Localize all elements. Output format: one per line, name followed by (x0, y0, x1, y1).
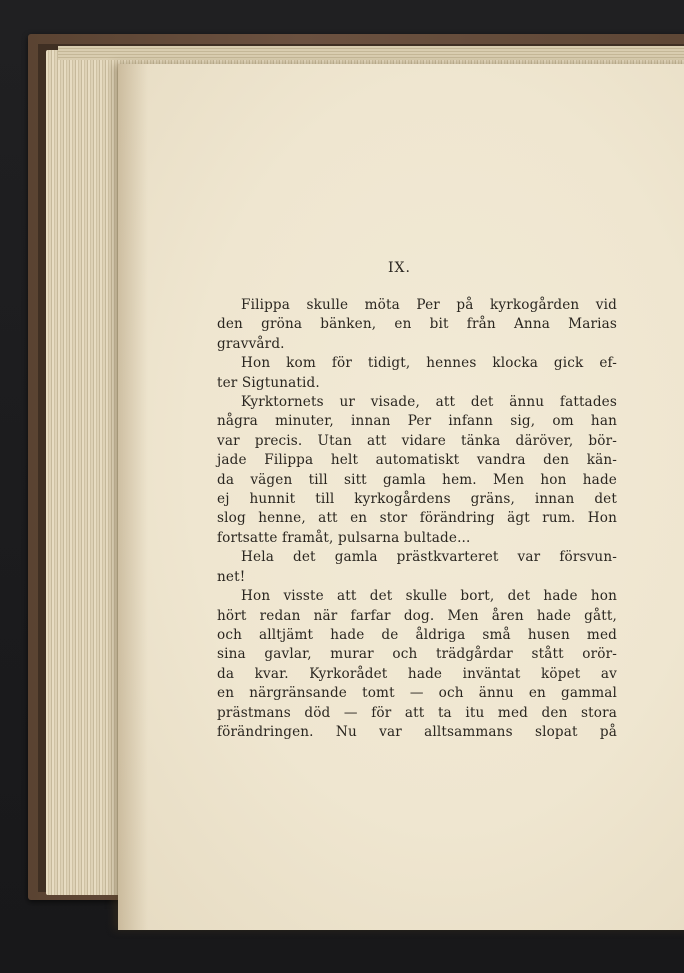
text-line: prästmans död — för att ta itu med den stora (217, 704, 617, 721)
text-line: var precis. Utan att vidare tänka däröver, bör- (217, 432, 617, 449)
text-line: ej hunnit till kyrkogårdens gräns, innan det (217, 491, 617, 508)
paragraph (217, 354, 617, 393)
text-line: Hon kom för tidigt, hennes klocka gick ef- (241, 355, 617, 372)
paragraph (217, 296, 617, 354)
text-line: gravvård. (217, 335, 285, 352)
text-line: Hon visste att det skulle bort, det hade hon (241, 588, 617, 605)
text-line: da vägen till sitt gamla hem. Men hon hade (217, 471, 617, 488)
page-gutter-shadow (118, 64, 148, 930)
text-line: da kvar. Kyrkorådet hade inväntat köpet av (217, 665, 617, 682)
text-line: ter Sigtunatid. (217, 374, 320, 391)
text-line: hört redan när farfar dog. Men åren hade gått, (217, 607, 617, 624)
text-line: Filippa skulle möta Per på kyrkogården vid (241, 297, 617, 313)
page-edges-top (58, 46, 684, 60)
text-line: Hela det gamla prästkvarteret var försvun- (241, 549, 617, 566)
paragraph (217, 393, 617, 548)
text-line: jade Filippa helt automatiskt vandra den kän- (217, 452, 617, 469)
text-line: slog henne, att en stor förändring ägt rum. Hon (217, 510, 617, 527)
text-line: Kyrktornets ur visade, att det ännu fattades (241, 394, 617, 411)
chapter-heading: IX. (388, 260, 411, 276)
paragraph (217, 548, 617, 587)
text-line: net! (217, 568, 246, 585)
paragraph (217, 587, 617, 742)
text-line: några minuter, innan Per infann sig, om han (217, 413, 617, 430)
text-line: en närgränsande tomt — och ännu en gammal (217, 685, 617, 702)
text-line: och alltjämt hade de åldriga små husen med (217, 626, 617, 643)
text-line: fortsatte framåt, pulsarna bultade... (217, 529, 471, 546)
text-line: förändringen. Nu var alltsammans slopat på (217, 723, 617, 740)
body-text (217, 296, 617, 742)
text-line: sina gavlar, murar och trädgårdar stått orör- (217, 646, 617, 663)
text-line: den gröna bänken, en bit från Anna Marias (217, 316, 617, 333)
